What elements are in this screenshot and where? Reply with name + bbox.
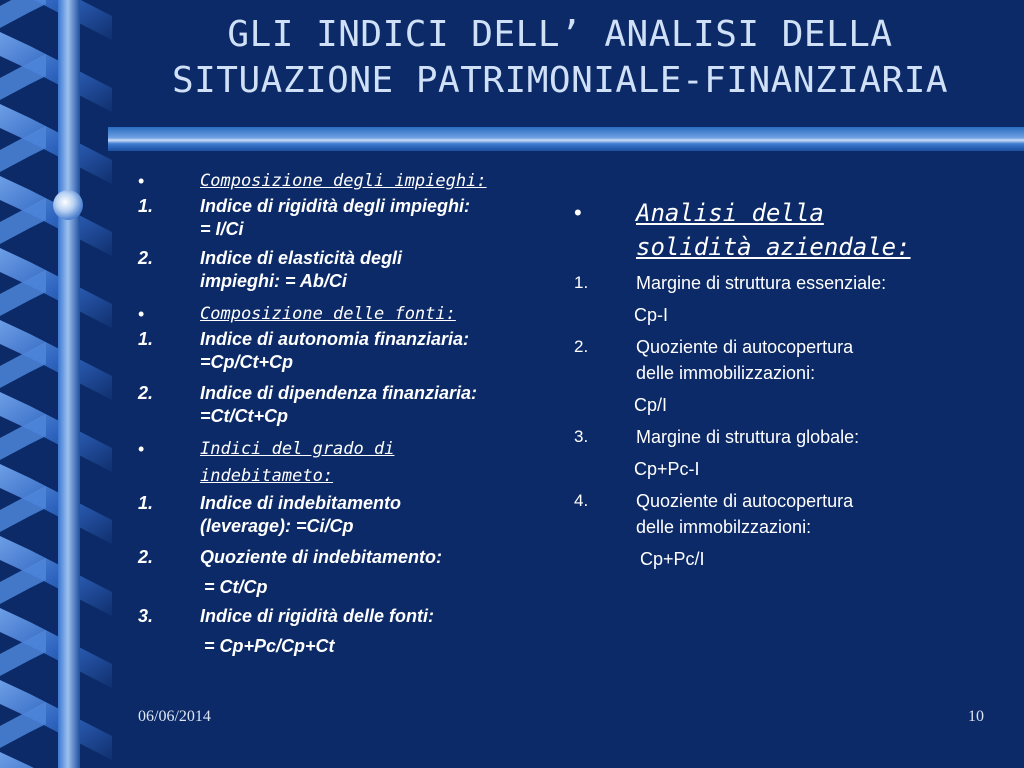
item-number: 1. <box>138 493 154 513</box>
item-number: 3. <box>574 427 589 446</box>
slide-title <box>110 12 1010 104</box>
bullet: • <box>138 304 145 324</box>
list-item <box>574 334 1014 418</box>
list-item <box>138 492 568 538</box>
title-line-1: GLI INDICI DELL’ ANALISI DELLA <box>227 14 893 55</box>
item-text: Indice di elasticità degli impieghi: = Ab/Ci <box>200 248 403 291</box>
list-item <box>574 488 1014 572</box>
heading-composizione-impieghi: Composizione degli impieghi: <box>200 171 487 191</box>
list-item <box>138 328 568 374</box>
page-number: 10 <box>968 708 984 725</box>
item-text: Margine di struttura essenziale: Cp-I <box>634 273 887 325</box>
item-number: 1. <box>138 329 154 349</box>
item-number: 2. <box>574 337 589 356</box>
bullet: • <box>138 171 145 191</box>
item-number: 2. <box>138 383 154 403</box>
heading-composizione-fonti: Composizione delle fonti: <box>200 304 456 324</box>
item-text: Quoziente di autocopertura delle immobilzzazioni: Cp+Pc/I <box>636 491 854 569</box>
right-column <box>574 196 1014 572</box>
item-text: Indice di dipendenza finanziaria: =Ct/Ct+Cp <box>200 383 478 426</box>
item-number: 1. <box>574 273 589 292</box>
item-text: Indice di rigidità delle fonti: = Cp+Pc/Cp+Ct <box>200 606 435 656</box>
list-item <box>138 546 568 599</box>
list-item <box>138 247 568 293</box>
heading-indici-indebitamento: Indici del grado di indebitameto: <box>200 439 395 486</box>
section-heading <box>138 168 568 195</box>
item-text: Margine di struttura globale: Cp+Pc-I <box>634 427 860 479</box>
title-line-2: SITUAZIONE PATRIMONIALE-FINANZIARIA <box>171 60 949 101</box>
section-heading <box>138 436 568 490</box>
footer-date: 06/06/2014 <box>138 708 211 725</box>
left-column <box>138 168 568 658</box>
list-item <box>138 605 568 658</box>
section-heading <box>138 301 568 328</box>
item-number: 4. <box>574 491 589 510</box>
item-text: Indice di indebitamento (leverage): =Ci/Cp <box>200 493 402 536</box>
ribbon-segment <box>0 752 112 768</box>
list-item <box>138 195 568 241</box>
title-divider-bar <box>108 127 1024 151</box>
list-item <box>138 382 568 428</box>
item-text: Quoziente di autocopertura delle immobilizzazioni: Cp/I <box>634 337 854 415</box>
item-text: Indice di autonomia finanziaria: =Cp/Ct+Cp <box>200 329 470 372</box>
list-item <box>574 270 1014 328</box>
item-number: 3. <box>138 606 154 626</box>
item-number: 1. <box>138 196 154 216</box>
bullet: • <box>574 200 582 225</box>
ribbon-decoration <box>0 0 112 768</box>
section-heading <box>574 196 1014 264</box>
heading-analisi-solidita: Analisi della solidità aziendale: <box>636 199 911 261</box>
list-item <box>574 424 1014 482</box>
item-number: 2. <box>138 547 154 567</box>
item-text: Indice di rigidità degli impieghi: = I/Ci <box>200 196 471 239</box>
ribbon-fold <box>0 0 46 28</box>
item-number: 2. <box>138 248 154 268</box>
item-text: Quoziente di indebitamento: = Ct/Cp <box>200 547 442 597</box>
bullet: • <box>138 439 145 459</box>
